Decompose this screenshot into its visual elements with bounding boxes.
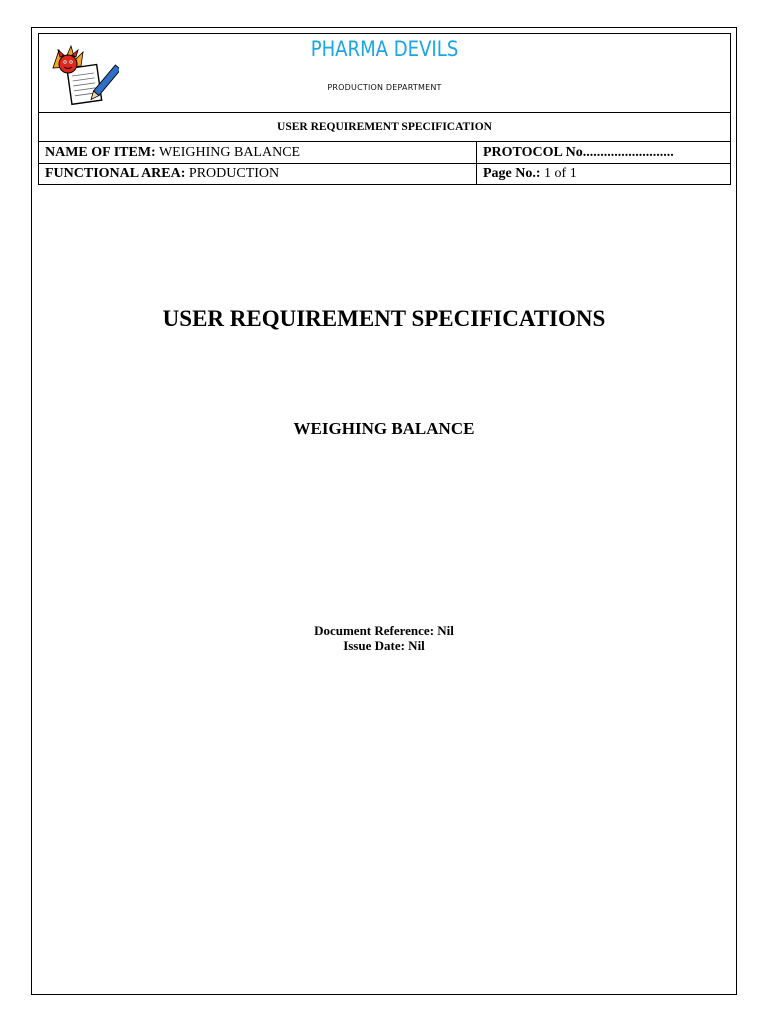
protocol-cell: [477, 142, 731, 164]
document-reference: Document Reference: Nil: [314, 623, 454, 638]
protocol-label: PROTOCOL No..........................: [483, 144, 674, 160]
subtitle: WEIGHING BALANCE: [293, 419, 475, 438]
brand-name: PHARMA DEVILS: [310, 37, 459, 61]
header-table: [38, 33, 731, 185]
area-value: PRODUCTION: [188, 166, 280, 181]
page-value: 1 of 1: [544, 166, 577, 181]
spec-title: USER REQUIREMENT SPECIFICATION: [39, 113, 731, 142]
item-name-cell: [39, 142, 477, 164]
area-label: FUNCTIONAL AREA:: [45, 166, 186, 181]
issue-date: Issue Date: Nil: [343, 638, 425, 653]
item-value: WEIGHING BALANCE: [158, 144, 301, 160]
page-number-cell: [477, 164, 731, 185]
functional-area-cell: [39, 164, 477, 185]
logo-header-cell: [39, 34, 731, 113]
item-label: NAME OF ITEM:: [45, 144, 156, 160]
main-title: USER REQUIREMENT SPECIFICATIONS: [162, 306, 606, 331]
department-name: PRODUCTION DEPARTMENT: [327, 83, 442, 92]
page-label: Page No.:: [483, 166, 541, 181]
